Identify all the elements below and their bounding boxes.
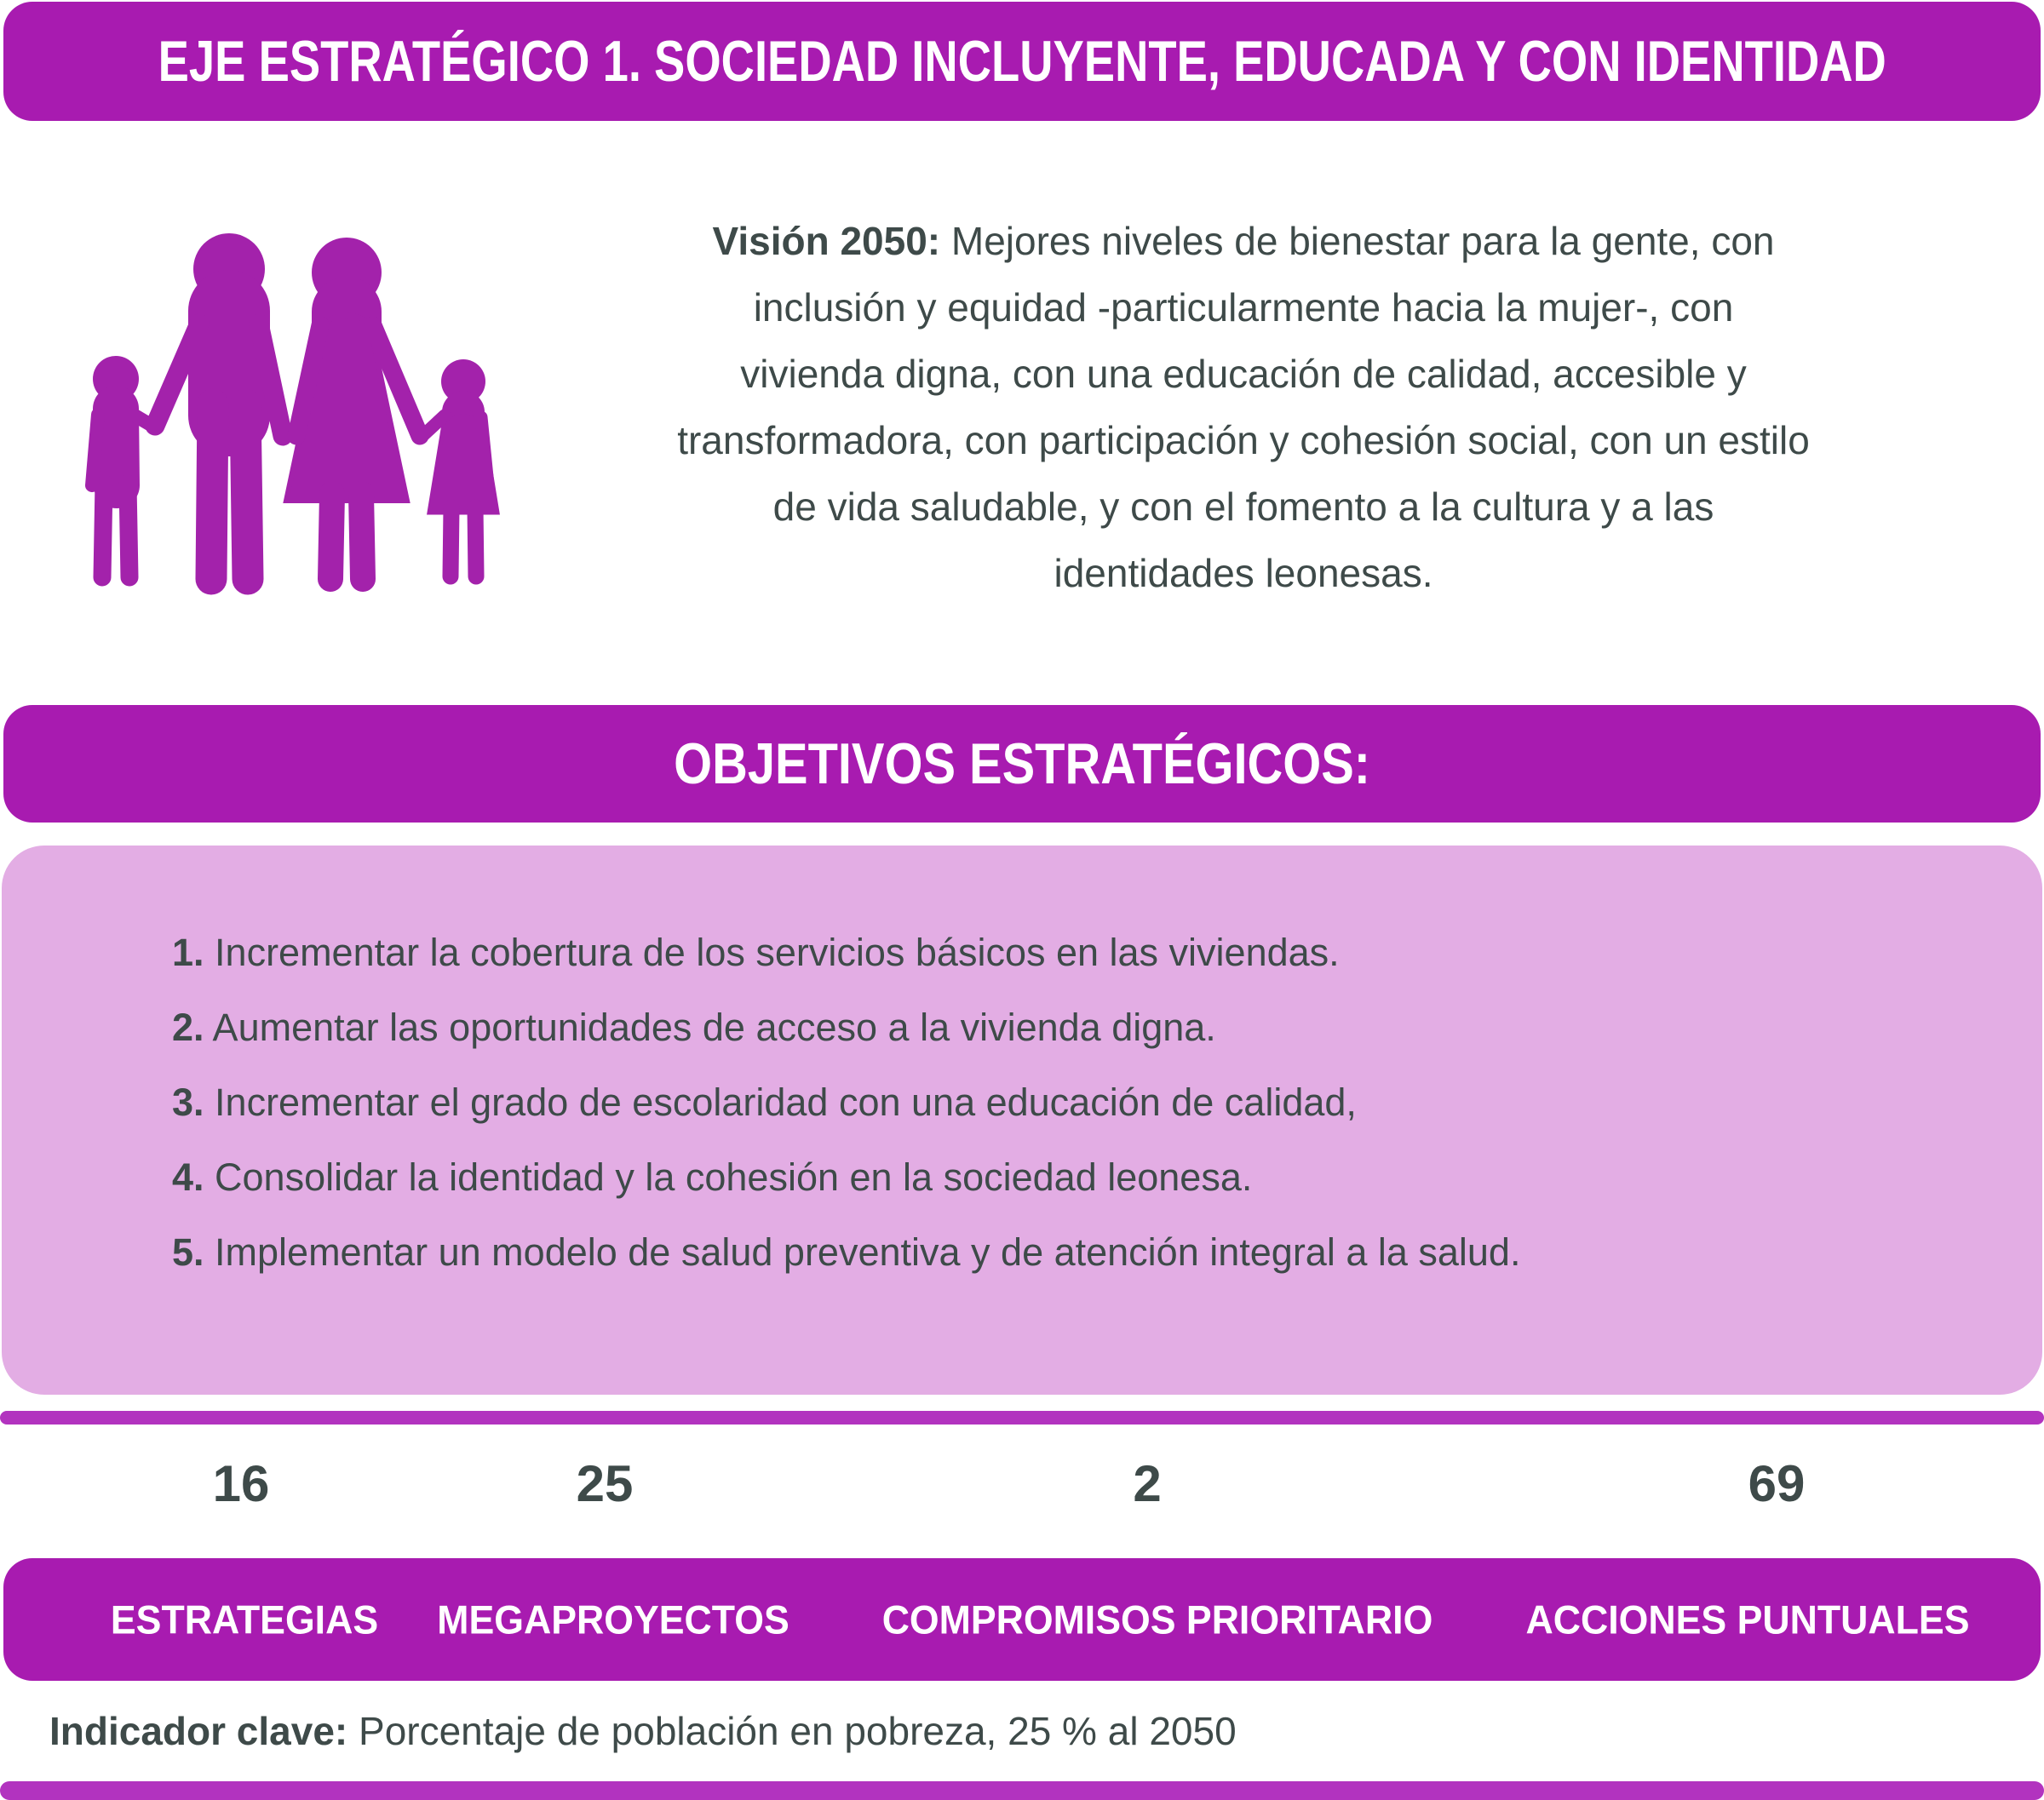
stat-value-megaproyectos: 25 [576,1455,634,1512]
objective-number: 3. [172,1081,204,1124]
objective-item: 4. Consolidar la identidad y la cohesión en la sociedad leonesa. [172,1155,1253,1199]
strategic-objectives-banner [3,705,2041,823]
objective-item: 2. Aumentar las oportunidades de acceso a la vivienda digna. [172,1006,1216,1049]
family-icon [60,204,520,605]
vision-label: Visión 2050: [712,219,941,263]
objective-number: 5. [172,1230,204,1274]
stat-label-compromisos: COMPROMISOS PRIORITARIO [881,1596,1433,1642]
stat-value-acciones: 69 [1748,1455,1806,1512]
objectives-box [2,846,2042,1395]
divider-bar-bottom [0,1781,2044,1800]
vision-line: vivienda digna, con una educación de calidad, accesible y [740,352,1747,396]
stat-label-estrategias: ESTRATEGIAS [110,1596,379,1642]
vision-line: de vida saludable, y con el fomento a la cultura y a las [772,484,1714,529]
vision-line: transformadora, con participación y cohesión social, con un estilo [677,418,1810,462]
objectives-list [172,915,1974,1290]
page-title: EJE ESTRATÉGICO 1. SOCIEDAD INCLUYENTE, EDUCADA Y CON IDENTIDAD [158,29,1886,94]
vision-2050-paragraph [460,208,2027,606]
objective-item: 5. Implementar un modelo de salud preventiva y de atención integral a la salud. [172,1230,1521,1274]
stats-labels-banner [3,1558,2041,1681]
stat-label-acciones: ACCIONES PUNTUALES [1525,1596,1970,1642]
vision-line: inclusión y equidad -particularmente hacia la mujer-, con [753,285,1734,330]
stat-value-compromisos: 2 [1133,1455,1162,1512]
vision-line: identidades leonesas. [1054,551,1433,595]
vision-line: Visión 2050: Mejores niveles de bienestar para la gente, con [712,219,1775,263]
stat-value-estrategias: 16 [212,1455,270,1512]
objective-item: 1. Incrementar la cobertura de los servicios básicos en las viviendas. [172,931,1340,974]
objective-number: 1. [172,931,204,974]
key-indicator: Indicador clave: Porcentaje de población en pobreza, 25 % al 2050 [49,1709,1237,1753]
objective-item: 3. Incrementar el grado de escolaridad con una educación de calidad, [172,1081,1357,1124]
strategic-objectives-title: OBJETIVOS ESTRATÉGICOS: [674,731,1370,796]
objective-number: 4. [172,1155,204,1199]
divider-bar-top [0,1411,2044,1425]
stat-label-megaproyectos: MEGAPROYECTOS [437,1596,789,1642]
strategic-axis-title-banner [3,2,2041,121]
key-indicator-label: Indicador clave: [49,1709,348,1753]
objective-number: 2. [172,1006,204,1049]
